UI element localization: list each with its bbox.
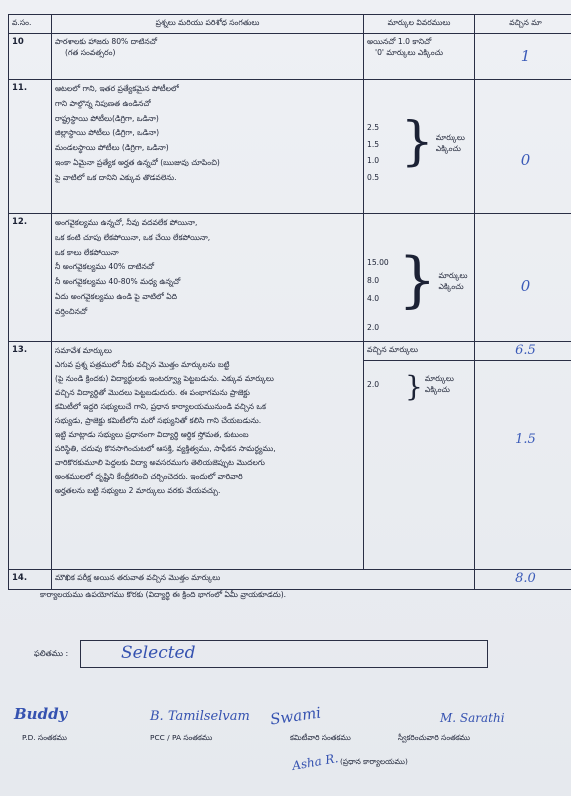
text-line: (గత సంవత్సరం) xyxy=(65,48,116,57)
text-line: మండలస్థాయి పోటీలు (డిగ్రిగా, ఒడినా) xyxy=(55,143,169,153)
table-row xyxy=(9,342,571,570)
office-use-note: కార్యాలయము ఉపయోగము కొరకు (విద్యార్థి ఈ క్రింది భాగంలో ఏమీ వ్రాయకూడదు). xyxy=(40,590,287,599)
text-line: వచ్చిన విద్యార్థితో మొదలు పెట్టబడుదురు. ఈ పంభాగమను ప్రాజెక్టు xyxy=(55,388,250,398)
text-line: (పై నుండి క్రిందకు) విద్యార్థులకు ఇంటర్వ్యూ పెట్టబడును. ఎక్కువ మార్కులు xyxy=(55,374,274,384)
result-box xyxy=(80,640,488,668)
signature-label: (ప్రధాన కార్యాలయము) xyxy=(340,757,408,766)
sub-header: వచ్చిన మార్కులు xyxy=(364,342,474,361)
awarded-mark: 1.5 xyxy=(515,432,536,447)
signature-label: P.D. సంతకము xyxy=(22,733,67,742)
header-item: ప్రశ్నలు మరియు పరిశోధ సంగతులు xyxy=(52,15,364,34)
text-line: ఇంకా ఏమైనా ప్రత్యేక అర్హత ఉన్నచో (ఋజువు చూపించి) xyxy=(55,157,220,167)
text-line: పై వాటిలో ఒక దానిని ఎక్కువ తొడవలెను. xyxy=(55,172,177,182)
result-value: Selected xyxy=(121,643,196,663)
signature-section xyxy=(0,705,571,785)
table-row xyxy=(9,214,571,342)
text-line: అంగవైకల్యము ఉన్నచో, నీవు వదవలేక పోయినా, xyxy=(55,218,198,227)
mark-value: 1.5 xyxy=(367,139,380,149)
brace-icon: } xyxy=(405,370,423,403)
marks-detail xyxy=(364,342,475,570)
marks-label: మార్కులు ఎక్కించు xyxy=(438,271,468,291)
mark-value: 2.5 xyxy=(367,123,380,132)
awarded-cell xyxy=(475,342,571,570)
text-line: '0' మార్కులు ఎక్కించు xyxy=(375,48,443,57)
brace-icon: } xyxy=(398,245,437,315)
total-mark: 8.0 xyxy=(475,570,571,590)
row-description xyxy=(52,214,364,342)
header-awarded: వచ్చిన మా xyxy=(475,15,571,34)
text-line: జిల్లాస్థాయి పోటీలు (డిగ్రిగా, ఒడినా) xyxy=(55,128,160,138)
text-line: ఏదు అంగవైకల్యము ఉండి పై వాటిలో ఏది xyxy=(55,291,178,301)
row-description xyxy=(52,342,364,570)
row-number: 14. xyxy=(9,570,52,590)
awarded-mark: 0 xyxy=(475,80,571,214)
table-row xyxy=(9,34,571,80)
text-line: కమిటీలో ఇద్దరి సభ్యులుచే గాని, ప్రధాన కార్యాలయమునుండి వచ్చిన ఒక xyxy=(55,402,266,412)
row-description xyxy=(52,34,364,80)
table-header xyxy=(9,15,571,34)
mark-value: 8.0 xyxy=(367,276,380,286)
text-line: సభ్యుడు, ప్రాజెక్టు కమిటీలోని మరో సభ్యునితో కలిసి గాని చేయబడును. xyxy=(55,416,262,426)
row-number: 13. xyxy=(9,342,52,570)
text-line: ఒక కాలు లేకపోయినా xyxy=(55,247,119,257)
marks-label: మార్కులు ఎక్కించు xyxy=(435,133,465,153)
mark-value: 2.0 xyxy=(367,380,380,389)
awarded-mark: 0 xyxy=(475,214,571,342)
text-line: పారశాలకు హాజరు 80% దాటినచో xyxy=(55,37,158,46)
marks-detail xyxy=(364,214,475,342)
signature-scrawl: Buddy xyxy=(14,705,68,723)
header-sno: వ.సం. xyxy=(9,15,52,34)
text-line: అయినచో 1.0 కానిచో xyxy=(367,37,432,46)
result-label: ఫలితము : xyxy=(34,648,69,658)
row-title: సమావేశ మార్కులు xyxy=(55,346,112,355)
signature-label: కమిటీవారి సంతకము xyxy=(290,733,351,742)
text-line: నీ అంగవైకల్యము 40-80% మధ్య ఉన్నచో xyxy=(55,277,181,287)
brace-icon: } xyxy=(400,112,434,172)
result-row xyxy=(34,640,488,668)
text-line: ఇట్టి మాట్లాడు సభ్యులు ప్రధానంగా విద్యార్థి ఆర్థిక స్తోమత, కుటుంబ xyxy=(55,430,249,440)
table-row xyxy=(9,80,571,214)
mark-value: 4.0 xyxy=(367,294,380,304)
mark-value: 2.0 xyxy=(367,322,380,332)
signature-scrawl: Swami xyxy=(268,703,323,729)
marks-table xyxy=(8,14,571,590)
mark-value: 15.00 xyxy=(367,258,389,267)
text-line: వారికొరకుమూలి పెద్దలకు విద్యా అవసరముగు తెలియజెప్పుట మొదలగు xyxy=(55,458,265,468)
text-line: గాని పాల్గొన్న నిపుణత ఉండినచో xyxy=(55,98,151,108)
text-line: వర్తించినచో xyxy=(55,306,88,316)
text-line: పరిస్థితి, చదువు కొనసాగించుటలో ఆసక్తి, వ్యక్తిత్వము, సాఫీకన సామర్థ్యము, xyxy=(55,444,276,454)
text-line: అర్హతలను బట్టి సభ్యులు 2 మార్కులు వరకు వేయవచ్చు. xyxy=(55,486,221,496)
text-line: ఆటలలో గాని, ఇతర ప్రత్యేకమైన పోటీలలో xyxy=(55,84,179,93)
row-number: 10 xyxy=(9,34,52,80)
signature-scrawl: B. Tamilselvam xyxy=(150,709,250,724)
row-number: 12. xyxy=(9,214,52,342)
signature-scrawl: Asha R. xyxy=(291,751,340,773)
marks-detail xyxy=(364,80,475,214)
marks-label: మార్కులు ఎక్కించు xyxy=(424,374,454,394)
text-line: అంశములలో దృష్టిని కేంద్రీకరించి చర్చించెదరు. ఇందులో వారివారి xyxy=(55,472,243,482)
text-line: రాష్ట్రస్థాయి పోటీలు(డిగ్రిగా, ఒడినా) xyxy=(55,113,159,123)
mark-value: 0.5 xyxy=(367,173,380,183)
text-line: ఒక కంటి చూపు లేకపోయినా, ఒక చేయి లేకపోయినా, xyxy=(55,232,211,242)
awarded-mark: 1 xyxy=(475,34,571,80)
signature-scrawl: M. Sarathi xyxy=(440,711,505,725)
signature-label: PCC / PA సంతకము xyxy=(150,733,213,742)
text-line: మౌఖిక పరీక్ష అయిన తరువాత వచ్చిన మొత్తం మార్కులు xyxy=(55,573,221,582)
marks-detail xyxy=(364,34,475,80)
row-description xyxy=(52,570,475,590)
mark-value: 1.0 xyxy=(367,156,380,166)
text-line: ఎగువ ప్రశ్న పత్రములో నీకు వచ్చిన మొత్తం మార్కులను బట్టి xyxy=(55,360,230,370)
header-marks-detail: మార్కుల వివరములు xyxy=(364,15,475,34)
row-description xyxy=(52,80,364,214)
text-line: నీ అంగవైకల్యము 40% దాటినచో xyxy=(55,262,155,272)
awarded-mark: 6.5 xyxy=(475,342,571,361)
signature-label: స్వీకరించువారి సంతకము xyxy=(398,733,471,742)
row-number: 11. xyxy=(9,80,52,214)
table-row xyxy=(9,570,571,590)
